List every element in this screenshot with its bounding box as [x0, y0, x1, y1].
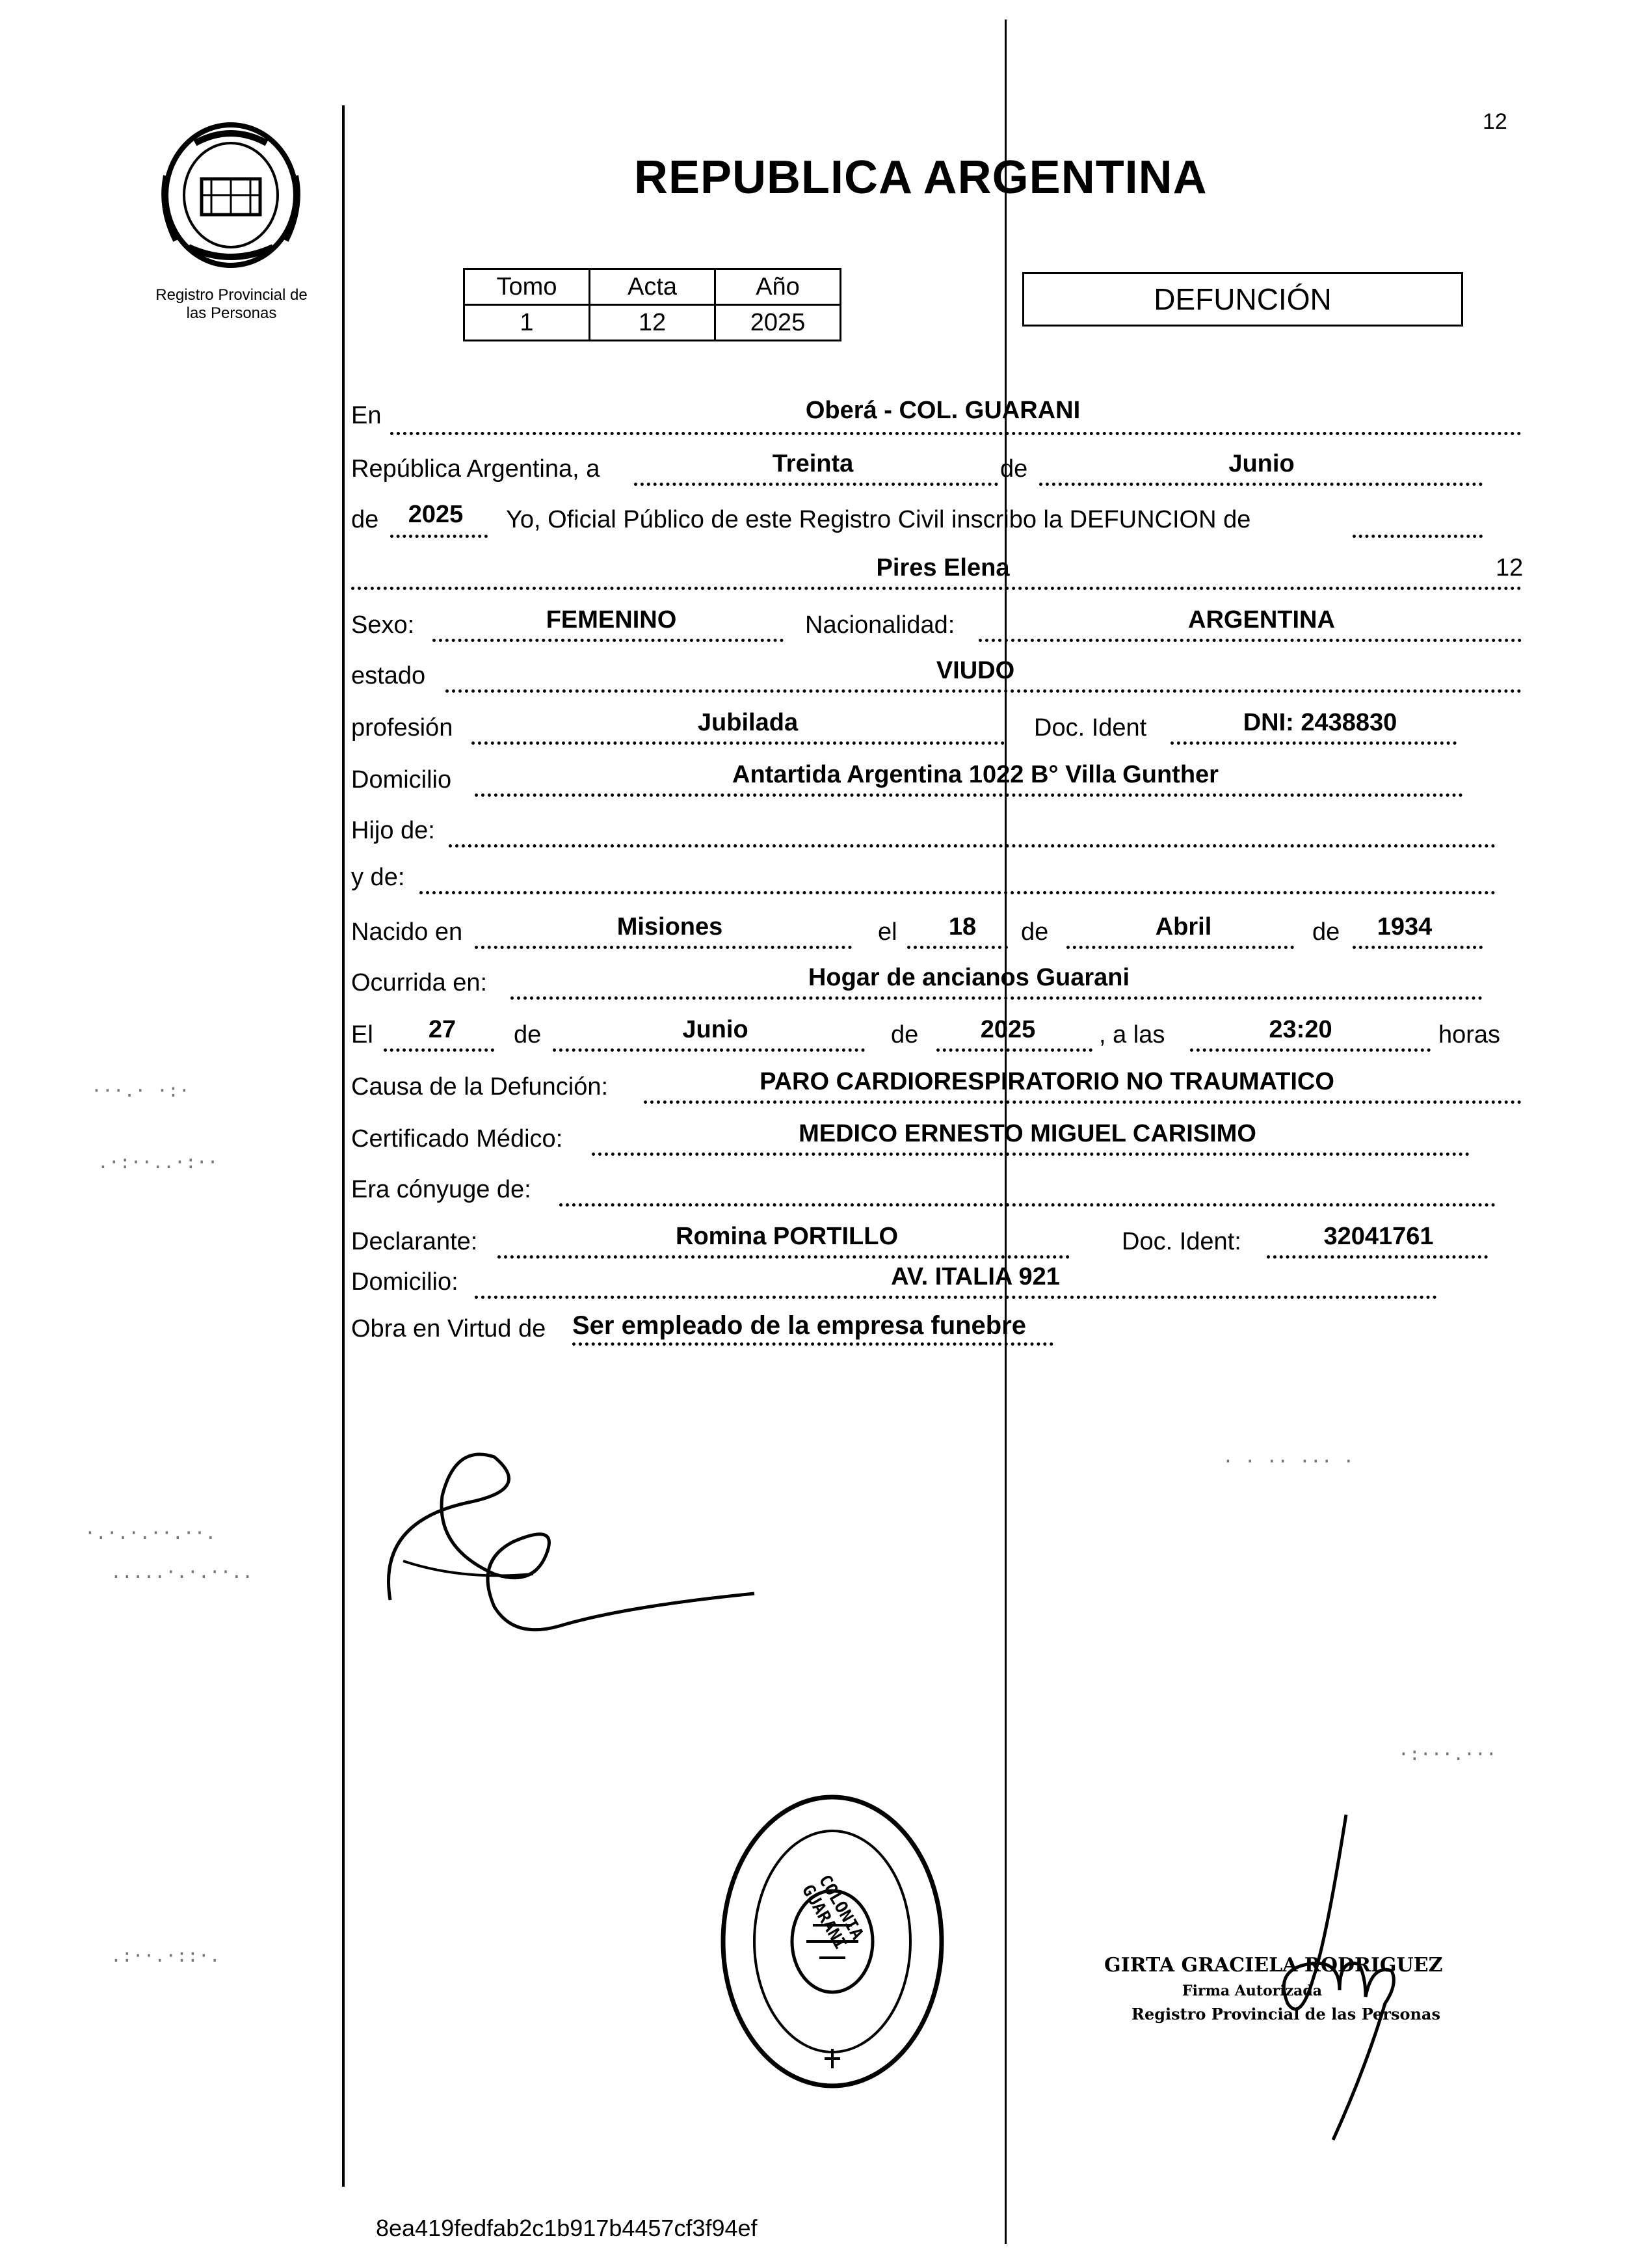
- value-doc: DNI: 2438830: [1243, 709, 1397, 736]
- misiones-coat-of-arms-logo: [156, 117, 306, 273]
- signatory-name: GIRTA GRACIELA RODRIGUEZ: [1104, 1954, 1443, 1977]
- dotted-line: [432, 639, 784, 642]
- scan-noise: ···.· ·:·: [91, 1080, 190, 1101]
- value-def-dia: 27: [428, 1016, 456, 1043]
- dotted-line: [475, 1296, 1437, 1299]
- label-a-las: , a las: [1099, 1021, 1165, 1048]
- document-title-text: REPUBLICA ARGENTINA: [634, 152, 1208, 204]
- official-signature: [1236, 1808, 1431, 2146]
- dotted-line: [390, 432, 1522, 435]
- page-number: 12: [1483, 109, 1507, 134]
- label-nacionalidad: Nacionalidad:: [805, 611, 955, 639]
- table-value-tomo: 1: [464, 305, 590, 341]
- label-declarante: Declarante:: [351, 1228, 478, 1255]
- value-estado: VIUDO: [936, 657, 1015, 684]
- label-doc-ident-declarante: Doc. Ident:: [1122, 1228, 1241, 1255]
- label-de-nac-anio: de: [1312, 918, 1340, 946]
- dotted-line: [449, 844, 1496, 847]
- label-estado: estado: [351, 662, 426, 689]
- label-obra: Obra en Virtud de: [351, 1315, 546, 1342]
- dotted-line: [419, 891, 1496, 894]
- value-dia-texto: Treinta: [772, 450, 854, 477]
- dotted-line: [497, 1255, 1070, 1259]
- label-domicilio: Domicilio: [351, 766, 452, 794]
- value-ocurrida-en: Hogar de ancianos Guarani: [808, 964, 1130, 991]
- dotted-line: [907, 946, 1008, 949]
- dotted-line: [384, 1048, 494, 1052]
- label-el: el: [878, 918, 897, 946]
- dotted-line: [1171, 741, 1457, 745]
- dotted-line: [1267, 1255, 1488, 1259]
- value-lugar: Oberá - COL. GUARANI: [805, 397, 1081, 424]
- value-def-hora: 23:20: [1269, 1016, 1332, 1043]
- signatory-office: Registro Provincial de las Personas: [1131, 2005, 1440, 2023]
- value-declarante-domicilio: AV. ITALIA 921: [891, 1263, 1060, 1290]
- value-obra: Ser empleado de la empresa funebre: [572, 1311, 1027, 1340]
- label-hijo-de: Hijo de:: [351, 817, 435, 844]
- value-sexo: FEMENINO: [546, 606, 677, 634]
- dotted-line: [634, 483, 998, 486]
- dotted-line: [559, 1203, 1496, 1207]
- label-y-de: y de:: [351, 864, 405, 891]
- value-def-mes: Junio: [682, 1016, 748, 1043]
- value-nacionalidad: ARGENTINA: [1188, 606, 1335, 634]
- label-de-def-mes: de: [514, 1021, 542, 1048]
- dotted-line: [475, 794, 1463, 797]
- act-reference-table: [463, 268, 841, 341]
- scan-noise: ·:···.···: [1398, 1743, 1497, 1765]
- value-nac-dia: 18: [948, 913, 977, 941]
- dotted-line: [592, 1153, 1470, 1156]
- value-causa: PARO CARDIORESPIRATORIO NO TRAUMATICO: [760, 1068, 1334, 1095]
- dotted-line: [936, 1048, 1092, 1052]
- dotted-line: [1039, 483, 1483, 486]
- table-value-acta: 12: [590, 305, 715, 341]
- dotted-line: [445, 689, 1522, 693]
- value-nac-mes: Abril: [1155, 913, 1212, 941]
- table-value-anio: 2025: [715, 305, 841, 341]
- label-profesion: profesión: [351, 714, 453, 741]
- dotted-line: [979, 639, 1522, 642]
- stamp-inner-text: COLONIA GUARANI: [797, 1871, 867, 1953]
- dotted-line: [1353, 946, 1483, 949]
- dotted-line: [390, 535, 488, 538]
- signatory-role: Firma Autorizada: [1182, 1982, 1322, 1999]
- dotted-line: [572, 1342, 1053, 1346]
- value-declarante-doc: 32041761: [1323, 1223, 1434, 1250]
- label-certificado: Certificado Médico:: [351, 1125, 563, 1153]
- dotted-line: [475, 946, 852, 949]
- value-nacido-en: Misiones: [616, 913, 723, 941]
- margin-number: 12: [1496, 554, 1524, 581]
- value-certificado: MEDICO ERNESTO MIGUEL CARISIMO: [799, 1120, 1256, 1147]
- scan-noise: · · ·· ··· ·: [1223, 1450, 1355, 1472]
- table-header-tomo: Tomo: [464, 269, 590, 305]
- act-type-box: DEFUNCIÓN: [1022, 272, 1463, 327]
- document-hash: 8ea419fedfab2c1b917b4457cf3f94ef: [376, 2215, 758, 2241]
- dotted-line: [1353, 535, 1483, 538]
- label-de-nac-mes: de: [1021, 918, 1049, 946]
- registry-caption-line1: Registro Provincial de: [155, 286, 308, 304]
- value-nac-anio: 1934: [1377, 913, 1433, 941]
- declarant-signature: [364, 1444, 767, 1652]
- label-horas: horas: [1438, 1021, 1501, 1048]
- dotted-line: [510, 996, 1483, 1000]
- label-el-def: El: [351, 1021, 373, 1048]
- left-margin-line: [342, 105, 345, 2187]
- value-anio: 2025: [408, 501, 464, 528]
- label-de-anio: de: [351, 506, 379, 533]
- value-mes: Junio: [1228, 450, 1295, 477]
- table-header-acta: Acta: [590, 269, 715, 305]
- label-domicilio-declarante: Domicilio:: [351, 1268, 458, 1296]
- registry-caption-line2: las Personas: [186, 304, 277, 322]
- label-nacido-en: Nacido en: [351, 918, 463, 946]
- label-en: En: [351, 402, 382, 429]
- dotted-line: [1190, 1048, 1431, 1052]
- scan-noise: .·:··..·:··: [98, 1151, 218, 1173]
- label-doc-ident: Doc. Ident: [1034, 714, 1147, 741]
- label-yo-oficial: Yo, Oficial Público de este Registro Civil inscribo la DEFUNCION de: [506, 506, 1251, 533]
- label-de-def-anio: de: [891, 1021, 919, 1048]
- scan-noise: .....·.·.··..: [111, 1561, 254, 1582]
- value-def-anio: 2025: [980, 1016, 1036, 1043]
- label-sexo: Sexo:: [351, 611, 415, 639]
- table-header-anio: Año: [715, 269, 841, 305]
- value-declarante: Romina PORTILLO: [676, 1223, 898, 1250]
- dotted-line: [553, 1048, 865, 1052]
- value-nombre: Pires Elena: [876, 554, 1010, 581]
- label-republica: República Argentina, a: [351, 455, 600, 483]
- dotted-line: [644, 1101, 1522, 1104]
- scan-noise: .:··.·::·.: [111, 1945, 220, 1966]
- label-conyuge: Era cónyuge de:: [351, 1176, 531, 1203]
- dotted-line: [351, 587, 1522, 590]
- label-causa: Causa de la Defunción:: [351, 1073, 609, 1101]
- scan-noise: ·.·.·.··.··.: [85, 1522, 217, 1543]
- registry-caption: [127, 286, 336, 323]
- label-ocurrida-en: Ocurrida en:: [351, 969, 488, 996]
- dotted-line: [1066, 946, 1294, 949]
- label-de: de: [1000, 455, 1028, 483]
- dotted-line: [471, 741, 1005, 745]
- value-profesion: Jubilada: [697, 709, 799, 736]
- value-domicilio: Antartida Argentina 1022 B° Villa Gunther: [732, 761, 1219, 788]
